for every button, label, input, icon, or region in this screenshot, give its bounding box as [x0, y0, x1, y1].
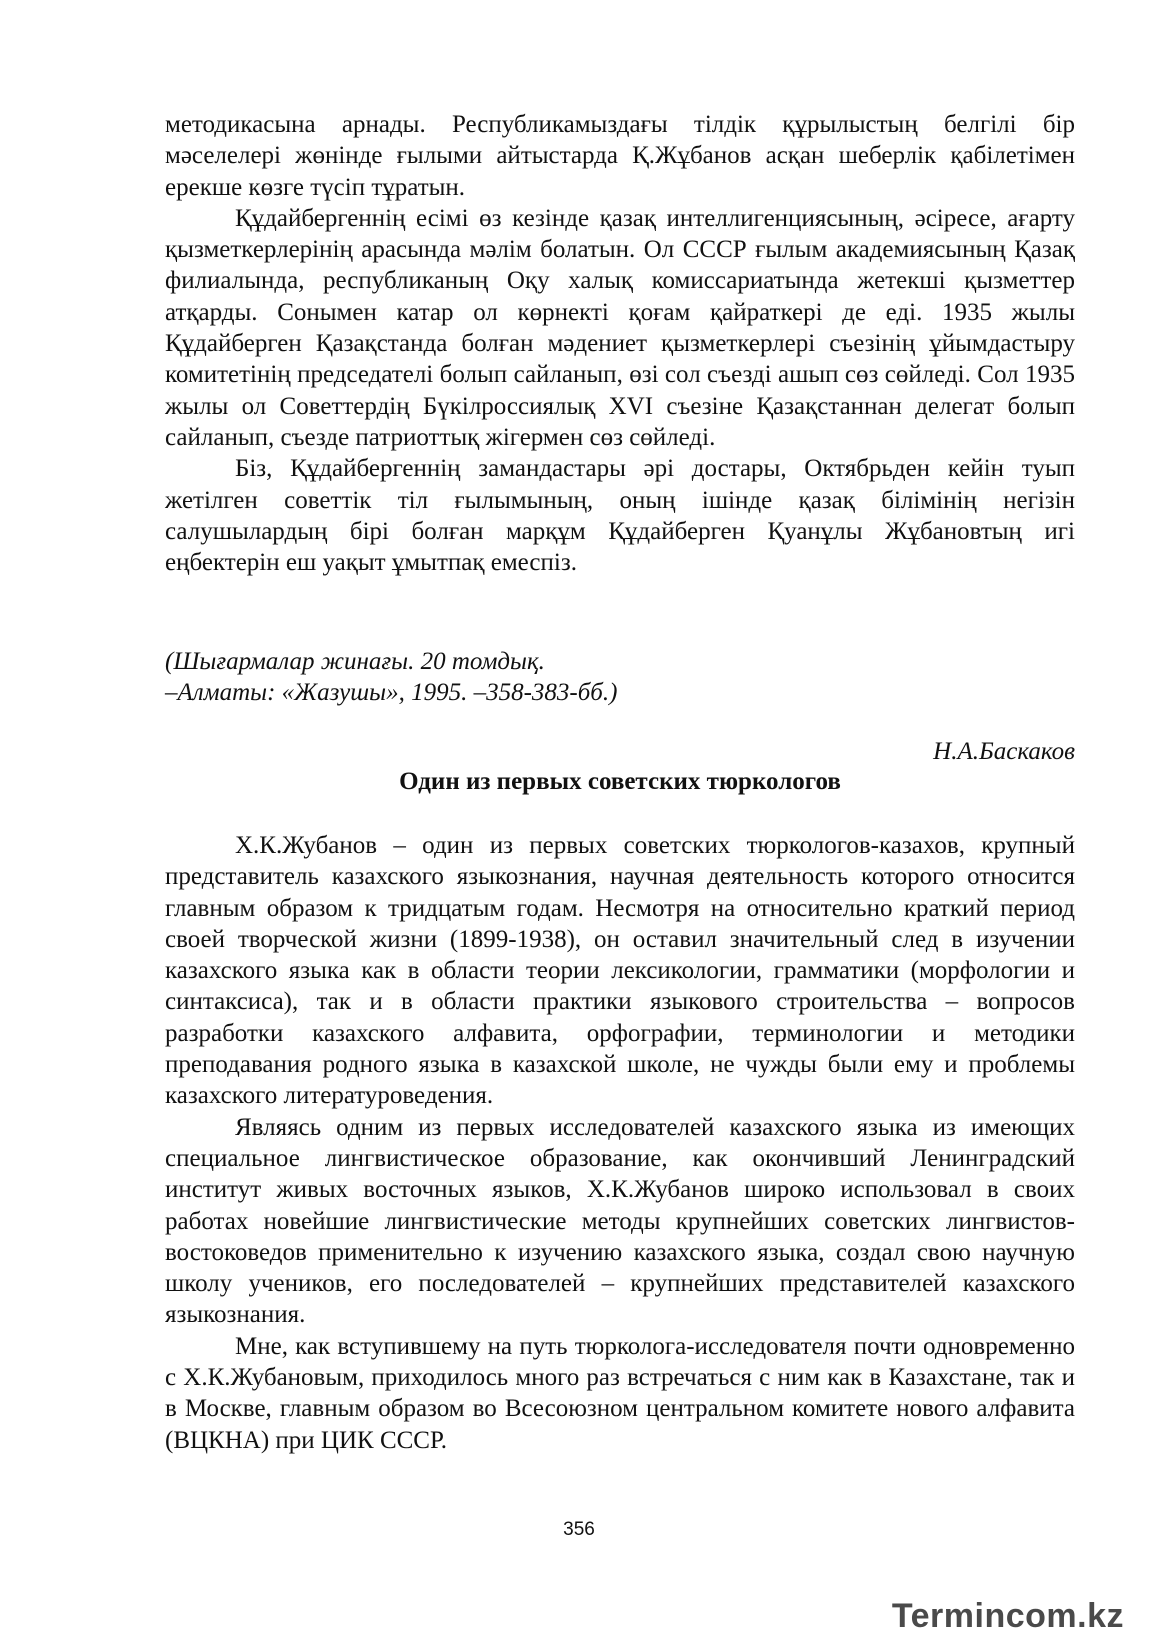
citation-line-2: –Алматы: «Жазушы», 1995. –358-383-бб.)	[165, 679, 618, 706]
site-watermark: Termincom.kz	[891, 1597, 1124, 1635]
russian-paragraph-2: Являясь одним из первых исследователей казахского языка из имеющих специальное лингвистическое образование, как окончивший Ленинградский институт живых восточных языков, Х.К.Жубанов широко использовал в своих работах новейшие лингвистические методы крупнейших советских лингвистов-востоковедов применительно к изучению казахского языка, создал свою научную школу учеников, его последователей – крупнейших представителей казахского языкознания.	[165, 1113, 1075, 1329]
article-title: Один из первых советских тюркологов	[399, 768, 841, 795]
russian-text-block	[165, 830, 1075, 1456]
russian-paragraph-1: Х.К.Жубанов – один из первых советских тюркологов-казахов, крупный представитель казахского языкознания, научная деятельность которого относится главным образом к тридцатым годам. Несмотря на относительно краткий период своей творческой жизни (1899-1938), он оставил значительный след в изучении казахского языка как в области теории лексикологии, грамматики (морфологии и синтаксиса), так и в области практики языкового строительства – вопросов разработки казахского алфавита, орфографии, терминологии и методики преподавания родного языка в казахской школе, не чужды были ему и проблемы казахского литературоведения.	[165, 832, 1075, 1110]
citation	[165, 646, 865, 708]
kazakh-paragraph-3: Біз, Құдайбергеннің замандастары әрі достары, Октябрьден кейін туып жетілген советтік тіл ғылымының, оның ішінде қазақ білімінің негізін салушылардың бірі болған марқұм Құдайберген Қуанұлы Жұбановтың игі еңбектерін еш уақыт ұмытпақ емеспіз.	[165, 455, 1075, 577]
kazakh-paragraph-2: Құдайбергеннің есімі өз кезінде қазақ интеллигенциясының, әсіресе, ағарту қызметкерлерінің арасында мәлім болатын. Ол СССР ғылым академиясының Қазақ филиалында, республиканың Оқу халық комиссариатында жетекші қызметтер атқарды. Сонымен катар ол көрнекті қоғам қайраткері де еді. 1935 жылы Құдайберген Қазақстанда болған мәдениет қызметкерлері съезінің ұйымдастыру комитетінің председателі болып сайланып, өзі сол съезді ашып сөз сөйледі. Сол 1935 жылы ол Советтердің Бүкілроссиялық XVI съезіне Қазақстаннан делегат болып сайланып, съезде патриоттық жігермен сөз сөйледі.	[165, 204, 1075, 451]
article-author: Н.А.Баскаков	[933, 738, 1075, 765]
kazakh-paragraph-1: методикасына арнады. Республикамыздағы тілдік құрылыстың белгілі бір мәселелері жөнінде ғылыми айтыстарда Қ.Жұбанов асқан шеберлік қабілетімен ерекше көзге түсіп тұратын.	[165, 111, 1075, 201]
kazakh-text-block	[165, 109, 1075, 578]
russian-paragraph-3: Мне, как вступившему на путь тюрколога-исследователя почти одновременно с Х.К.Жубановым, приходилось много раз встречаться с ним как в Казахстане, так и в Москве, главным образом во Всесоюзном центральном комитете нового алфавита (ВЦКНА) при ЦИК СССР.	[165, 1332, 1075, 1454]
citation-line-1: (Шығармалар жинағы. 20 томдық.	[165, 648, 545, 675]
page-number: 356	[563, 1519, 595, 1540]
